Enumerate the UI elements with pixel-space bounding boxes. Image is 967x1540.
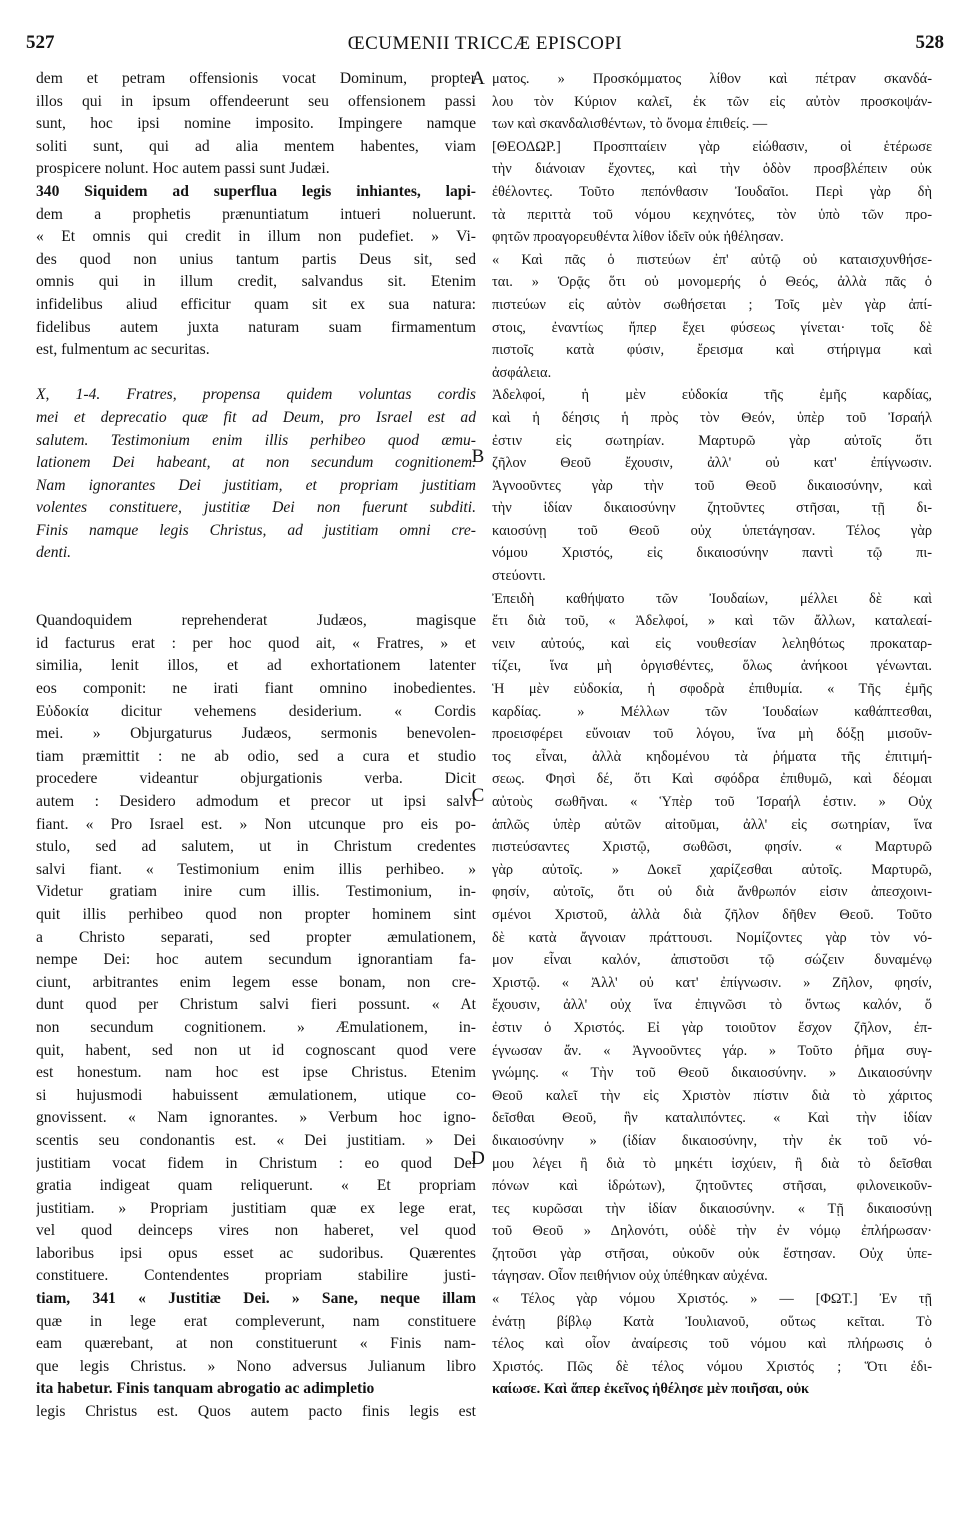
latin-text-line: Videtur gratiam inire cum illis. Testimonium, in- (36, 883, 476, 901)
greek-text-line: Ἀδελφοί, ἡ μὲν εὐδοκία τῆς ἐμῆς καρδίας, (492, 387, 932, 404)
latin-text-line: stulo, sed ad salutem, ut in Christum credentes (36, 838, 476, 856)
latin-text-line: quit illis perhibeo quod non propter hominem sint (36, 905, 476, 923)
latin-text-line: est honestum. nam hoc est ipse Christus. Etenim (36, 1064, 476, 1082)
greek-text-line: λου τὸν Κύριον καλεῖ, ἐκ τῶν εἰς αὐτὸν προσκοψάν- (492, 93, 932, 110)
greek-text-line: πιστεύσαντες Χριστῷ, σωθῶσι, φησίν. « Μαρτυρῶ (492, 839, 932, 856)
greek-text-line: Ἐπειδὴ καθήψατο τῶν Ἰουδαίων, μέλλει δὲ καὶ (492, 590, 932, 607)
greek-text-line: Χριστῷ. « Ἀλλ' οὐ κατ' ἐπίγνωσιν. » Ζῆλον, φησίν, (492, 974, 932, 991)
greek-text-line: τίζει, ἵνα μὴ ὀργισθέντες, ὅλως ἀνήκοοι γένωνται. (492, 658, 932, 675)
latin-text-line: sunt, hoc ipsi nomine imposito. Impingere namque (36, 115, 476, 133)
latin-text-line: omnis qui in illum credit, salvandus sit. Etenim (36, 273, 476, 291)
latin-text-line: Nam ignorantes Dei justitiam, et propriam justitiam (36, 476, 476, 494)
greek-text-line: ἀσφάλεια. (492, 364, 552, 381)
latin-text-line: autem : Desidero admodum et precor ut ipsi salvi (36, 793, 476, 810)
greek-text-line: νόμου Χριστός, εἰς δικαιοσύνην παντὶ τῷ πι- (492, 545, 932, 562)
greek-text-line: αὐτοὺς σωθῆναι. « Ὑπὲρ τοῦ Ἰσραήλ ἐστιν. » Οὐχ (492, 794, 932, 810)
latin-text-line: infidelibus aliud efficitur quam sit ex sua natura: (36, 295, 476, 313)
greek-text-line: έγνωσαν ἄν. « Ἀγνοοῦντες γάρ. » Τοῦτο ῥῆμα συγ- (492, 1042, 932, 1059)
latin-text-line: est, fulmentum ac securitas. (36, 341, 210, 359)
latin-text-line: que legis Christus. » Nono adversus Julianum libro (36, 1357, 476, 1375)
greek-text-line: τοῦ Θεοῦ » Δηλονότι, οὐδὲ τὴν ἐν νόμῳ ἐπλήρωσαν· (492, 1223, 932, 1240)
greek-text-line: ἐνάτῃ βίβλῳ Κατὰ Ἰουλιανοῦ, οὕτως κεῖται. Τὸ (492, 1313, 932, 1330)
latin-text-line: ciunt, arbitrantes enim legem esse bonam, non cre- (36, 973, 476, 991)
greek-text-line: των καὶ σκανδαλισθέντων, τὸ ὄνομα ἐπιθείς. — (492, 116, 768, 133)
greek-text-line: ζῆλον Θεοῦ ἔχουσιν, ἀλλ' οὐ κατ' ἐπίγνωσιν. (492, 455, 932, 472)
greek-text-line: ἐστιν ὁ Χριστός. Εἰ γὰρ τοιοῦτον ἔσχον ζῆλον, ἐπ- (492, 1019, 932, 1036)
greek-text-line: καίωσε. Καὶ ἅπερ ἐκεῖνος ἠθέλησε μὲν ποιῆσαι, οὐκ (492, 1381, 810, 1398)
greek-text-line: ζητοῦσι γὰρ στῆσαι, οὐκοῦν οὐκ ἔστησαν. Οὐχ ὑπε- (492, 1245, 932, 1262)
latin-text-line: scentis seu condonantis est. « Dei justitiam. » Dei (36, 1131, 476, 1149)
latin-text-line: nempe Dei: hoc autem secundum ignorantiam fa- (36, 951, 476, 969)
latin-text-line: prospicere nolunt. Hoc autem passi sunt Judæi. (36, 160, 330, 178)
greek-text-line: πιστοῖς κατὰ φύσιν, ἔρεισμα καὶ στήριγμα καὶ (492, 342, 932, 359)
latin-text-line: illos qui in ipsum offendeerunt seu offensionem passi (36, 92, 476, 110)
latin-text-line (36, 565, 476, 588)
latin-text-line: 340 Siquidem ad superflua legis inhiantes, lapi- (36, 182, 476, 200)
greek-text-line: σεως. Φησὶ δέ, ὅτι Καὶ σφόδρα ἐπιθυμῶ, καὶ δέομαι (492, 771, 932, 788)
greek-text-line: τέλος καὶ οἷον ἀναίρεσις τοῦ νόμου καὶ πλήρωσις ὁ (492, 1336, 932, 1353)
latin-text-line: volentes constituere, justitiæ Dei non fuerunt subditi. (36, 499, 476, 517)
greek-text-line: τες κυρῶσαι τὴν ἰδίαν δικαιοσύνην. « Τῇ δικαιοσύνῃ (492, 1200, 932, 1217)
greek-text-line: Θεοῦ καλεῖ τὴν εἰς Χριστὸν πίστιν διὰ τὸ χάριτος (492, 1087, 932, 1104)
latin-text-line: si hujusmodi habuissent æmulationem, utique co- (36, 1086, 476, 1104)
latin-text-line: constituere. Contendentes propriam stabilire justi- (36, 1267, 476, 1285)
latin-text-line: soliti sunt, qui ad alia mentem habentes, viam (36, 137, 476, 155)
greek-text-line: νειν αὐτούς, καὶ εἰς νουθεσίαν λεληθότως προκαταρ- (492, 635, 932, 652)
greek-text-line: στοις, ἐναντίως ἤπερ ἔχει φύσεως γίνεται· τοῖς δὲ (492, 319, 932, 336)
gutter-marker-c: C (471, 785, 485, 806)
latin-text-line: dem a prophetis prænuntiatum intueri noluerunt. (36, 205, 476, 223)
latin-text-line: laboribus ipsi opus esset ac sudoribus. Quærentes (36, 1244, 476, 1262)
page-number-left: 527 (26, 32, 55, 53)
latin-text-line: dunt quod per Christum salvi fieri possunt. « At (36, 996, 476, 1014)
latin-text-line: dem et petram offensionis vocat Dominum, propter (36, 70, 476, 87)
greek-text-line: στεύοντι. (492, 568, 546, 585)
greek-text-line: σμένοι Χριστοῦ, ἀλλὰ διὰ ζῆλον δῆθεν Θεοῦ. Τοῦτο (492, 906, 932, 923)
greek-text-line: καρδίας. » Μέλλων τῶν Ἰουδαίων καθάπτεσθαι, (492, 703, 932, 720)
greek-text-line: γὰρ αὐτοῖς. » Δοκεῖ χαρίζεσθαι αὐτοῖς. Μαρτυρῶ, (492, 861, 932, 878)
latin-text-line: « Et omnis qui credit in illum non pudefiet. » Vi- (36, 228, 476, 246)
greek-column (492, 68, 932, 1401)
latin-text-line (36, 588, 476, 611)
greek-text-line: τος εἶναι, ἀλλὰ κηδομένου τὰ ῥήματα τῆς ἐπιτιμή- (492, 748, 932, 765)
greek-text-line: Χριστός. Πῶς δὲ τέλος νόμου Χριστός ; Ὅτι ἐδι- (492, 1358, 932, 1375)
greek-text-line: μον εἶναι καλόν, ἀπιστοῦσι τῷ σώζειν δυναμένῳ (492, 952, 932, 969)
greek-text-line: τὴν ἰδίαν δικαιοσύνην ζητοῦντες στῆσαι, τῇ δι- (492, 500, 932, 517)
latin-text-line: fiant. « Pro Israel est. » Non utcunque pro eis po- (36, 815, 476, 833)
page-number-right: 528 (915, 32, 944, 53)
gutter-markers (466, 68, 490, 1508)
latin-text-line: eam quærebant, at non constituerunt « Finis nam- (36, 1335, 476, 1353)
latin-text-line: gnovissent. « Nam ignorantes. » Verbum hoc igno- (36, 1109, 476, 1127)
latin-column (36, 68, 476, 1424)
latin-text-line: denti. (36, 544, 72, 562)
latin-text-line: similia, lenit illos, et ad exhortationem latenter (36, 657, 476, 675)
greek-text-line: ται. » Ὁρᾷς ὅτι οὐ μονομερής ὁ Θεός, ἀλλὰ πᾶς ὁ (492, 274, 932, 291)
latin-text-line (36, 362, 476, 385)
greek-text-line: καιοσύνῃ τοῦ Θεοῦ οὐχ ὑπετάγησαν. Τέλος γὰρ (492, 522, 932, 539)
greek-text-line: ἐθέλοντες. Τοῦτο πεπόνθασιν Ἰουδαῖοι. Περὶ γὰρ δὴ (492, 183, 932, 200)
latin-text-line: X, 1-4. Fratres, propensa quidem voluntas cordis (36, 386, 476, 404)
latin-text-line: justitiam vocat fidem in Christum : eo quod Dei (36, 1154, 476, 1172)
greek-text-line: ἔτι διὰ τοῦ, « Ἀδελφοί, » καὶ τῶν ἄλλων, καταλεαί- (492, 613, 932, 630)
latin-text-line: salutem. Testimonium enim illis perhibeo quod æmu- (36, 431, 476, 449)
latin-text-line: Finis namque legis Christus, ad justitiam omni cre- (36, 521, 476, 539)
greek-text-line: ἐστιν εἰς σωτηρίαν. Μαρτυρῶ γὰρ αὐτοῖς ὅτι (492, 432, 932, 449)
latin-text-line: tiam, 341 « Justitiæ Dei. » Sane, neque illam (36, 1290, 476, 1308)
greek-text-line: [ΘΕΟΔΩΡ.] Προσπταίειν γὰρ εἰώθασιν, οἱ ἑτέρωσε (492, 138, 932, 155)
greek-text-line: ματος. » Προσκόμματος λίθον καὶ πέτραν σκανδά- (492, 71, 932, 87)
greek-text-line: δικαιοσύνην » (ἰδίαν δικαιοσύνην, τὴν ἐκ τοῦ νό- (492, 1132, 932, 1149)
greek-text-line: τὴν διάνοιαν ἔχοντες, καὶ τὴν ὁδὸν προσβλέπειν οὐκ (492, 161, 932, 178)
latin-text-line: id facturus erat : per hoc quod ait, « Fratres, » et (36, 634, 476, 652)
greek-text-line: φητῶν προαγορευθέντα λίθον ἰδεῖν οὐκ ἠθέλησαν. (492, 229, 784, 246)
latin-text-line: Quandoquidem reprehenderat Judæos, magisque (36, 612, 476, 630)
latin-text-line: Εὐδοκία dicitur vehemens desiderium. « Cordis (36, 702, 476, 720)
greek-text-line: ἔχουσιν, ἀλλ' οὐχ ἵνα ἐπιγνῶσι τὸ ὄντως καλόν, ὅ (492, 997, 932, 1014)
greek-text-line: μου λέγει ἢ διὰ τὸ μηκέτι ἰσχύειν, ἢ διὰ τὸ δεῖσθαι (492, 1155, 932, 1172)
greek-text-line: προεισφέρει εὔνοιαν τοῦ λόγου, ἵνα μὴ δόξῃ μισοῦν- (492, 726, 932, 743)
greek-text-line: καὶ ἡ δέησις ἡ πρὸς τὸν Θεόν, ὑπὲρ τοῦ Ἰσραήλ (492, 409, 932, 426)
greek-text-line: γνώμης. « Τὴν τοῦ Θεοῦ δικαιοσύνην. » Δικαιοσύνην (492, 1065, 932, 1082)
greek-text-line: τάγησαν. Οἷον πειθήνιον οὐχ ὑπέθηκαν αὐχένα. (492, 1268, 768, 1285)
latin-text-line: mei. » Objurgaturus Judæos, sermonis benevolen- (36, 725, 476, 743)
gutter-marker-d: D (471, 1148, 485, 1169)
latin-text-line: legis Christus est. Quos autem pacto finis legis est (36, 1403, 476, 1421)
latin-text-line: justitiam. » Propriam justitiam quæ ex lege erat, (36, 1199, 476, 1217)
greek-text-line: ἁπλῶς ὑπὲρ αὐτῶν αἰτοῦμαι, ἀλλ' εἰς σωτηρίαν, ἵνα (492, 816, 932, 833)
latin-text-line: vel quod deinceps vires non haberet, vel quod (36, 1222, 476, 1240)
greek-text-line: Ἀγνοοῦντες γὰρ τὴν τοῦ Θεοῦ δικαιοσύνην, καὶ (492, 477, 932, 494)
latin-text-line: tiam præmittit : ne ab odio, sed a cura et studio (36, 747, 476, 765)
latin-text-line: des quod non unius tantum partis Deus sit, sed (36, 250, 476, 268)
greek-text-line: δεῖσθαι Θεοῦ, ἣν καταλιπόντες. « Καὶ τὴν ἰδίαν (492, 1110, 932, 1127)
latin-text-line: eos componit: ne irati fiant omnino inobedientes. (36, 680, 476, 698)
latin-text-line: quæ in lege erat compleverunt, nam constituere (36, 1312, 476, 1330)
gutter-marker-a: A (471, 68, 485, 89)
greek-text-line: Ἡ μὲν εὐδοκία, ἡ σφοδρὰ ἐπιθυμία. « Τῆς ἐμῆς (492, 681, 932, 698)
latin-text-line: non secundum cognitionem. » Æmulationem, in- (36, 1018, 476, 1036)
greek-text-line: δὲ κατὰ ἄγνοιαν πράττουσι. Νομίζοντες γὰρ τὸν νό- (492, 929, 932, 946)
latin-text-line: fidelibus autem juxta naturam suam firmamentum (36, 318, 476, 336)
greek-text-line: φησίν, αὐτοῖς, ὅτι οὐ διὰ ἄνθρωπόν εἰσιν ἀπεσχοινι- (492, 884, 932, 901)
latin-text-line: quit, habent, sed non ut id cognoscant quod vere (36, 1041, 476, 1059)
latin-text-line: procedere videantur objurgationis verba. Dicit (36, 770, 476, 788)
running-title: ŒCUMENII TRICCÆ EPISCOPI (347, 33, 623, 54)
greek-text-line: πόνων καὶ ἱδρώτων), ζητοῦντες στῆσαι, φιλονεικοῦν- (492, 1178, 932, 1195)
running-header (26, 32, 944, 58)
latin-text-line: mei et deprecatio quæ fit ad Deum, pro Israel est ad (36, 408, 476, 426)
gutter-marker-b: B (471, 446, 485, 467)
latin-text-line: lationem Dei habeant, at non secundum cognitionem. (36, 454, 476, 472)
latin-text-line: a Christo separati, sed propter æmulationem, (36, 928, 476, 946)
latin-text-line: ita habetur. Finis tanquam abrogatio ac adimpletio (36, 1380, 375, 1398)
greek-text-line: πιστεύων εἰς αὐτὸν σωθήσεται ; Τοῖς μὲν γὰρ ἀπί- (492, 296, 932, 313)
latin-text-line: gratia indigeat quam reliquerunt. « Et propriam (36, 1177, 476, 1195)
latin-text-line: salvi fiant. « Testimonium enim illis perhibeo. » (36, 860, 476, 878)
greek-text-line: « Καὶ πᾶς ὁ πιστεύων ἐπ' αὐτῷ οὐ καταισχυνθήσε- (492, 251, 932, 268)
greek-text-line: « Τέλος γὰρ νόμου Χριστός. » — [ΦΩΤ.] Ἐν τῇ (492, 1291, 932, 1308)
greek-text-line: τὰ περιττὰ τοῦ νόμου κεχηνότες, τὸν ὑπὸ τῶν προ- (492, 206, 932, 223)
